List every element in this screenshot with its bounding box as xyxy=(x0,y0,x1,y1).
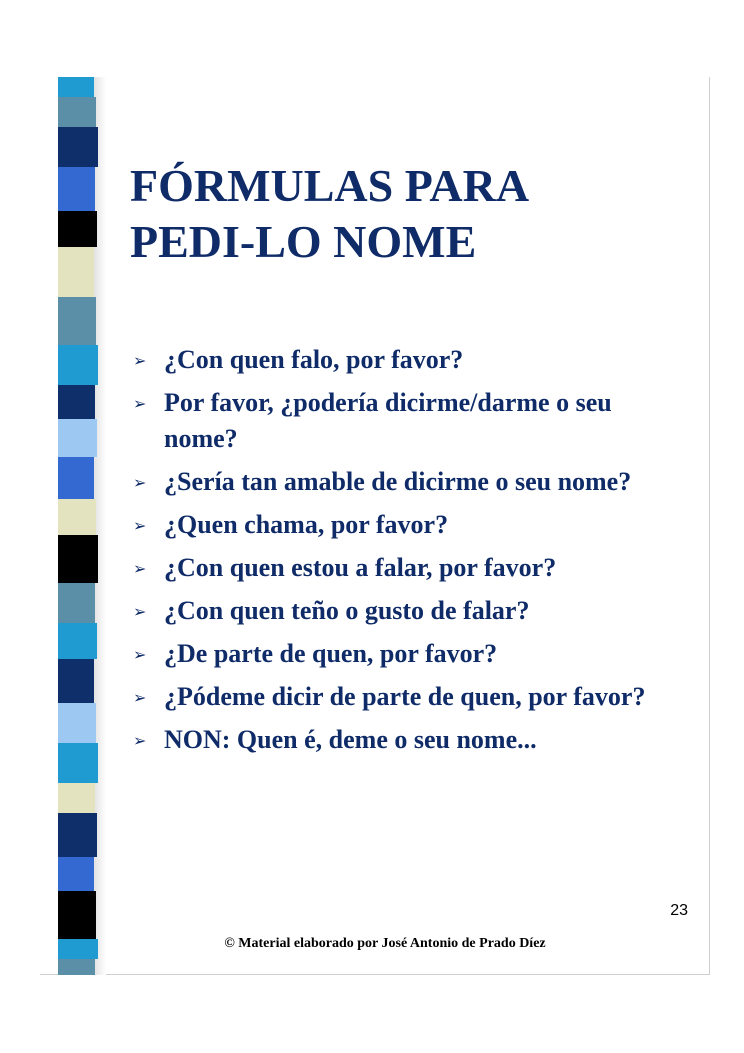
list-item-text: ¿Con quen teño o gusto de falar? xyxy=(164,596,530,625)
stripe-segment xyxy=(58,583,95,623)
list-item-text: NON: Quen é, deme o seu nome... xyxy=(164,725,537,754)
arrow-bullet-icon: ➢ xyxy=(133,351,147,370)
list-item-text: Por favor, ¿podería dicirme/darme o seu nome? xyxy=(164,388,612,453)
stripe-segment xyxy=(58,247,94,297)
title-line-2: PEDI-LO NOME xyxy=(130,216,477,267)
list-item-text: ¿Pódeme dicir de parte de quen, por favor? xyxy=(164,682,646,711)
footer-credit: © Material elaborado por José Antonio de Prado Díez xyxy=(224,936,546,951)
stripe-segment xyxy=(58,419,97,457)
stripe-segment xyxy=(58,385,95,419)
list-item-text: ¿Quen chama, por favor? xyxy=(164,510,449,539)
stripe-segment xyxy=(58,659,94,703)
list-item-text: ¿Con quen falo, por favor? xyxy=(164,345,464,374)
stripe-segment xyxy=(58,703,96,743)
stripe-segment xyxy=(58,959,95,975)
arrow-bullet-icon: ➢ xyxy=(133,516,147,535)
list-item xyxy=(133,679,678,715)
stripe-segment xyxy=(58,77,94,97)
arrow-bullet-icon: ➢ xyxy=(133,645,147,664)
decorative-stripe xyxy=(58,77,98,975)
list-item xyxy=(133,550,678,586)
bullet-list xyxy=(133,342,678,765)
stripe-segment xyxy=(58,97,96,127)
arrow-bullet-icon: ➢ xyxy=(133,559,147,578)
stripe-segment xyxy=(58,813,97,857)
slide-title xyxy=(130,158,690,270)
arrow-bullet-icon: ➢ xyxy=(133,602,147,621)
stripe-segment xyxy=(58,211,97,247)
stripe-segment xyxy=(58,535,98,583)
list-item xyxy=(133,385,678,457)
list-item xyxy=(133,636,678,672)
stripe-segment xyxy=(58,127,98,167)
stripe-segment xyxy=(58,297,96,345)
arrow-bullet-icon: ➢ xyxy=(133,473,147,492)
stripe-segment xyxy=(58,457,94,499)
stripe-segment xyxy=(58,345,98,385)
stripe-segment xyxy=(58,743,98,783)
stripe-segment xyxy=(58,891,96,939)
title-line-1: FÓRMULAS PARA xyxy=(130,160,530,211)
list-item xyxy=(133,722,678,758)
stripe-segment xyxy=(58,499,96,535)
stripe-segment xyxy=(58,623,97,659)
list-item-text: ¿Sería tan amable de dicirme o seu nome? xyxy=(164,467,632,496)
stripe-segment xyxy=(58,783,95,813)
page-number: 23 xyxy=(670,902,688,919)
arrow-bullet-icon: ➢ xyxy=(133,688,147,707)
list-item xyxy=(133,507,678,543)
list-item-text: ¿De parte de quen, por favor? xyxy=(164,639,498,668)
list-item-text: ¿Con quen estou a falar, por favor? xyxy=(164,553,557,582)
stripe-segment xyxy=(58,857,94,891)
stripe-segment xyxy=(58,939,98,959)
list-item xyxy=(133,593,678,629)
stripe-segment xyxy=(58,167,95,211)
list-item xyxy=(133,464,678,500)
arrow-bullet-icon: ➢ xyxy=(133,731,147,750)
arrow-bullet-icon: ➢ xyxy=(133,394,147,413)
list-item xyxy=(133,342,678,378)
